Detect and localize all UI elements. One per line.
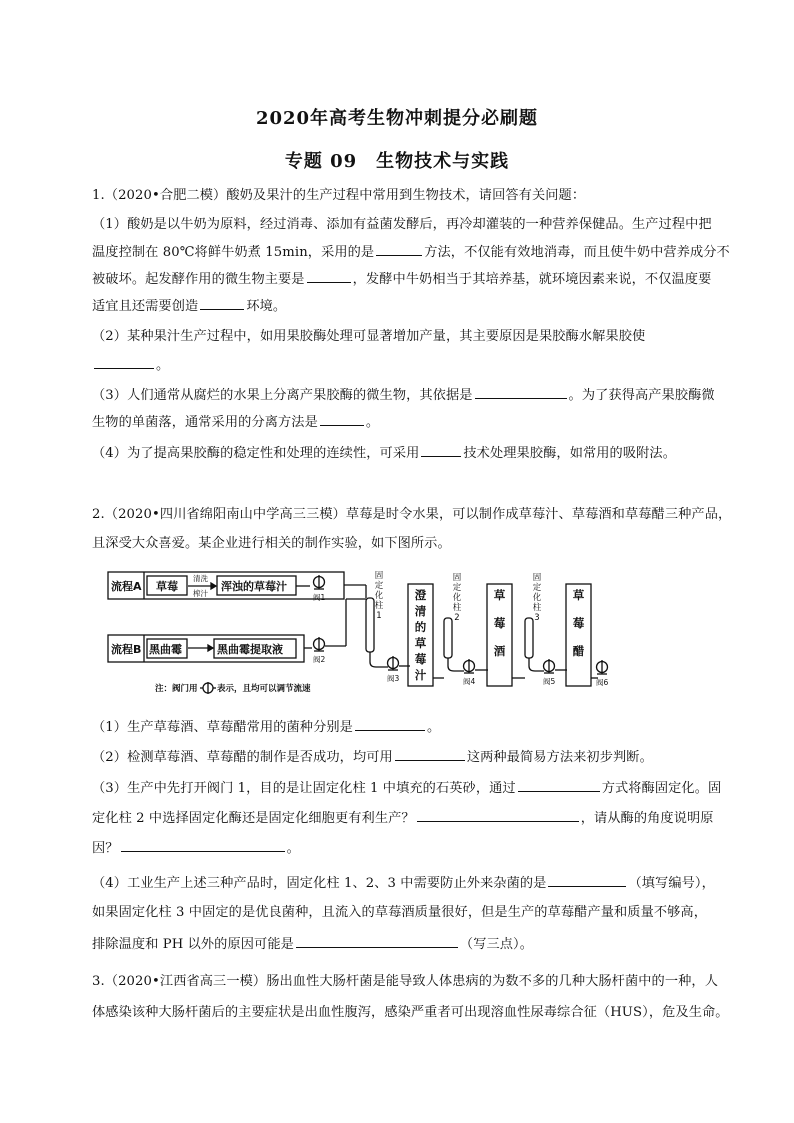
vertical-label-char: 清: [414, 604, 427, 618]
clear-juice-label: [415, 588, 427, 682]
q2-p3-line3: 因？ 。: [92, 841, 300, 856]
vertical-label-char: 化: [452, 593, 462, 603]
q2-p3-line1: （3）生产中先打开阀门 1，目的是让固定化柱 1 中填充的石英砂，通过 方式将酶固定化。固: [92, 781, 722, 796]
vertical-label-char: 化: [374, 591, 384, 601]
wine-label: [494, 588, 506, 658]
vertical-label-char: 莓: [493, 616, 506, 630]
valve-3-label: 阀3: [387, 674, 400, 683]
vertical-label-char: 3: [534, 613, 540, 623]
vertical-label-char: 的: [414, 620, 427, 634]
vertical-label-char: 莓: [572, 616, 585, 630]
vertical-label-char: 汁: [414, 668, 427, 682]
q1-p1-line4: 适宜且还需要创造 环境。: [92, 299, 287, 314]
vertical-label-char: 定: [374, 581, 384, 591]
answer-blank[interactable]: [518, 779, 600, 792]
answer-blank[interactable]: [296, 935, 458, 948]
q1-p2-line1: （2）某种果汁生产过程中，如用果胶酶处理可显著增加产量，其主要原因是果胶酶水解果胶使: [92, 329, 646, 344]
flow-b-label: 流程B: [111, 643, 142, 656]
answer-blank[interactable]: [395, 748, 465, 761]
vertical-label-char: 1: [376, 611, 382, 621]
vertical-label-char: 莓: [414, 652, 427, 666]
wash-label: 清洗: [193, 574, 208, 583]
q1-p2-line2: 。: [92, 356, 732, 375]
q1-p1-line2: 温度控制在 80℃将鲜牛奶煮 15min，采用的是 方法，不仅能有效地消毒，而且使牛奶中营养成分不: [92, 245, 730, 260]
q2-p2: （2）检测草莓酒、草莓醋的制作是否成功，均可用 这两种最简易方法来初步判断。: [92, 750, 653, 765]
valve-5-label: 阀5: [543, 677, 556, 686]
valve-6-label: 阀6: [596, 678, 609, 687]
answer-blank[interactable]: [548, 874, 626, 887]
q1-p4-line1: （4）为了提高果胶酶的稳定性和处理的连续性，可采用 技术处理果胶酶，如常用的吸附法。: [92, 446, 676, 461]
valve-1-label: 阀1: [313, 593, 326, 602]
column-3-label: [533, 573, 542, 623]
answer-blank[interactable]: [421, 444, 461, 457]
answer-blank[interactable]: [355, 718, 425, 731]
q2-p4-line3: 排除温度和 PH 以外的原因可能是 （写三点）。: [92, 937, 534, 952]
q3-line2: 体感染该种大肠杆菌后的主要症状是出血性腹泻，感染严重者可出现溶血性尿毒综合征（HUS），危及生命。: [92, 1005, 729, 1020]
vertical-label-char: 澄: [414, 588, 427, 602]
strawberry-label: 草莓: [156, 580, 178, 593]
valve-4-label: 阀4: [463, 677, 476, 686]
vertical-label-char: 柱: [532, 603, 542, 613]
q2-p1: （1）生产草莓酒、草莓醋常用的菌种分别是 。: [92, 720, 441, 735]
answer-blank[interactable]: [121, 839, 285, 852]
vertical-label-char: 固: [374, 571, 384, 581]
vertical-label-char: 化: [532, 593, 542, 603]
q1-p1-line3: 被破坏。起发酵作用的微生物主要是 ，发酵中牛奶相当于其培养基，就环境因素来说，不仅温度要: [92, 272, 712, 287]
document-title: 2020年高考生物冲刺提分必刷题: [255, 108, 539, 129]
vertical-label-char: 定: [532, 583, 542, 593]
vinegar-label: [573, 588, 585, 658]
answer-blank[interactable]: [475, 386, 567, 399]
column-1-label: [375, 571, 384, 621]
q2-stem-line2: 且深受大众喜爱。某企业进行相关的制作实验，如下图所示。: [92, 536, 451, 551]
q1-p1-line1: （1）酸奶是以牛奶为原料，经过消毒、添加有益菌发酵后，再冷却灌装的一种营养保健品。生产过程中把: [92, 217, 712, 232]
vertical-label-char: 醋: [572, 644, 585, 658]
q2-p3-line2: 定化柱 2 中选择固定化酶还是固定化细胞更有利生产？ ，请从酶的角度说明原: [92, 811, 714, 826]
vertical-label-char: 草: [414, 636, 427, 650]
q2-p4-line2: 如果固定化柱 3 中固定的是优良菌种，且流入的草莓酒质量很好，但是生产的草莓醋产量和质量不够高，: [92, 905, 708, 920]
flow-a-label: 流程A: [111, 580, 142, 593]
answer-blank[interactable]: [94, 356, 154, 369]
vertical-label-char: 柱: [374, 601, 384, 611]
document-subtitle: 专题 09 生物技术与实践: [284, 151, 510, 172]
vertical-label-char: 定: [452, 583, 462, 593]
vertical-label-char: 草: [572, 588, 585, 602]
answer-blank[interactable]: [320, 413, 364, 426]
legend-note-suffix: 表示，且均可以调节流速: [217, 684, 311, 694]
column-2-label: [453, 573, 462, 623]
answer-blank[interactable]: [376, 243, 422, 256]
answer-blank[interactable]: [307, 270, 351, 283]
vertical-label-char: 2: [454, 613, 460, 623]
answer-blank[interactable]: [200, 297, 244, 310]
q1-p3-line1: （3）人们通常从腐烂的水果上分离产果胶酶的微生物，其依据是 。为了获得高产果胶酶微: [92, 388, 715, 403]
q2-p4-line1: （4）工业生产上述三种产品时，固定化柱 1、2、3 中需要防止外来杂菌的是 （填写编号），: [92, 876, 715, 891]
vertical-label-char: 柱: [452, 603, 462, 613]
vertical-label-char: 固: [452, 573, 462, 583]
vertical-label-char: 固: [532, 573, 542, 583]
legend-note-prefix: 注：阀门用: [155, 684, 198, 694]
answer-blank[interactable]: [417, 809, 579, 822]
vertical-label-char: 草: [493, 588, 506, 602]
q1-p3-line2: 生物的单菌落，通常采用的分离方法是 。: [92, 415, 380, 430]
vertical-label-char: 酒: [493, 644, 506, 658]
mold-extract-label: 黑曲霉提取液: [217, 643, 283, 656]
valve-2-label: 阀2: [313, 655, 326, 664]
process-diagram: [104, 566, 624, 704]
q2-stem-line1: 2.（2020•四川省绵阳南山中学高三三模）草莓是时令水果，可以制作成草莓汁、草莓酒和草莓醋三种产品，: [92, 507, 732, 522]
q1-stem: 1.（2020•合肥二模）酸奶及果汁的生产过程中常用到生物技术，请回答有关问题：: [92, 188, 586, 203]
press-label: 榨汁: [193, 589, 208, 598]
q3-line1: 3.（2020•江西省高三一模）肠出血性大肠杆菌是能导致人体患病的为数不多的几种大肠杆菌中的一种，人: [92, 974, 718, 989]
turbid-juice-label: 浑浊的草莓汁: [221, 580, 287, 593]
black-mold-label: 黑曲霉: [149, 643, 182, 656]
